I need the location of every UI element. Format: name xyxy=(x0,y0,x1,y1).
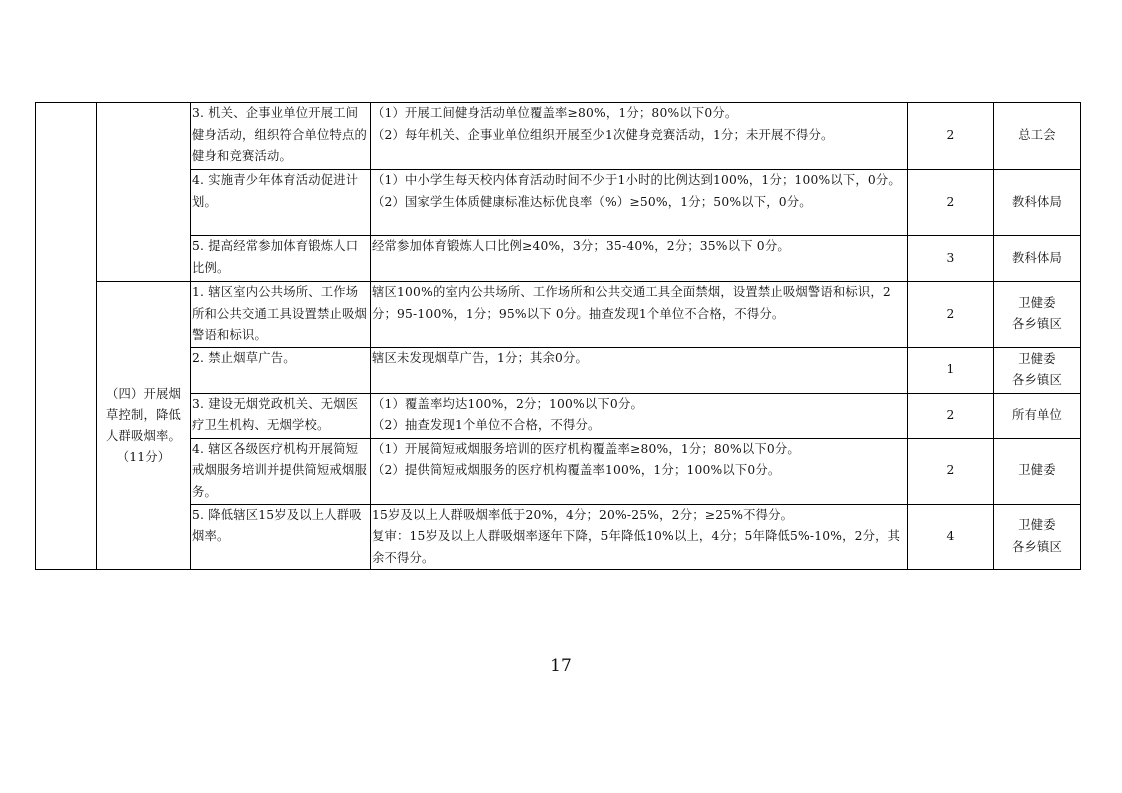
item-cell: 2. 禁止烟草广告。 xyxy=(191,347,371,393)
dept-line: 卫健委 xyxy=(1018,351,1056,366)
dept-line: 教科体局 xyxy=(1012,250,1062,265)
table-row xyxy=(36,170,1081,236)
score-cell: 2 xyxy=(908,170,994,236)
criteria-line: 复审：15岁及以上人群吸烟率逐年下降，5年降低10%以上，4分；5年降低5%-10%，2分，其余不得分。 xyxy=(372,529,901,565)
item-cell: 5. 提高经常参加体育锻炼人口比例。 xyxy=(191,236,371,282)
table-row xyxy=(36,504,1081,570)
criteria-cell xyxy=(371,236,908,282)
score-cell: 2 xyxy=(908,103,994,170)
dept-cell xyxy=(994,236,1081,282)
score-cell: 2 xyxy=(908,393,994,438)
item-cell: 3. 建设无烟党政机关、无烟医疗卫生机构、无烟学校。 xyxy=(191,393,371,438)
dept-cell xyxy=(994,504,1081,570)
dept-line: 各乡镇区 xyxy=(1012,373,1062,387)
dept-line: 教科体局 xyxy=(1012,194,1062,209)
score-cell: 3 xyxy=(908,236,994,282)
criteria-line: （2）国家学生体质健康标准达标优良率（%）≥50%，1分；50%以下，0分。 xyxy=(372,194,812,209)
dept-cell xyxy=(994,282,1081,348)
dept-line: 总工会 xyxy=(1018,128,1056,143)
score-cell: 1 xyxy=(908,347,994,393)
category-cell xyxy=(97,103,191,282)
criteria-line: （2）每年机关、企事业单位组织开展至少1次健身竞赛活动，1分；未开展不得分。 xyxy=(372,127,834,142)
criteria-line: 辖区100%的室内公共场所、工作场所和公共交通工具全面禁烟，设置禁止吸烟警语和标识，2分；95-100%，1分；95%以下 0分。抽查发现1个单位不合格，不得分。 xyxy=(372,285,891,321)
criteria-line: （1）中小学生每天校内体育活动时间不少于1小时的比例达到100%，1分；100%以下，0分。 xyxy=(372,173,901,187)
criteria-line: 15岁及以上人群吸烟率低于20%，4分；20%-25%，2分；≥25%不得分。 xyxy=(372,507,794,522)
criteria-cell xyxy=(371,103,908,170)
dept-line: 所有单位 xyxy=(1012,407,1062,422)
page-number: 17 xyxy=(550,656,572,676)
criteria-line: （2）抽查发现1个单位不合格，不得分。 xyxy=(372,418,601,432)
score-cell: 2 xyxy=(908,438,994,504)
criteria-line: 经常参加体育锻炼人口比例≥40%，3分；35-40%，2分；35%以下 0分。 xyxy=(372,239,790,253)
table-row xyxy=(36,282,1081,348)
criteria-cell xyxy=(371,393,908,438)
criteria-line: （1）开展工间健身活动单位覆盖率≥80%，1分；80%以下0分。 xyxy=(372,106,738,120)
table-row xyxy=(36,438,1081,504)
item-cell: 5. 降低辖区15岁及以上人群吸烟率。 xyxy=(191,504,371,570)
dept-cell xyxy=(994,347,1081,393)
dept-line: 卫健委 xyxy=(1018,518,1056,533)
criteria-cell xyxy=(371,504,908,570)
item-cell: 4. 实施青少年体育活动促进计划。 xyxy=(191,170,371,236)
dept-cell xyxy=(994,170,1081,236)
item-cell: 3. 机关、企事业单位开展工间健身活动，组织符合单位特点的健身和竞赛活动。 xyxy=(191,103,371,170)
section-cell xyxy=(36,103,97,570)
dept-cell xyxy=(994,438,1081,504)
criteria-cell xyxy=(371,347,908,393)
score-cell: 2 xyxy=(908,282,994,348)
dept-cell xyxy=(994,393,1081,438)
dept-line: 各乡镇区 xyxy=(1012,539,1062,554)
table-row xyxy=(36,393,1081,438)
criteria-line: 辖区未发现烟草广告，1分；其余0分。 xyxy=(372,350,588,365)
score-cell: 4 xyxy=(908,504,994,570)
category-cell: （四）开展烟草控制，降低人群吸烟率。（11分） xyxy=(97,282,191,570)
dept-line: 卫健委 xyxy=(1018,463,1056,478)
criteria-line: （1）覆盖率均达100%，2分；100%以下0分。 xyxy=(372,396,643,411)
criteria-cell xyxy=(371,170,908,236)
criteria-cell xyxy=(371,438,908,504)
dept-cell xyxy=(994,103,1081,170)
dept-line: 卫健委 xyxy=(1018,295,1056,310)
criteria-line: （1）开展简短戒烟服务培训的医疗机构覆盖率≥80%，1分；80%以下0分。 xyxy=(372,441,800,456)
table-row xyxy=(36,103,1081,170)
criteria-line: （2）提供简短戒烟服务的医疗机构覆盖率100%，1分；100%以下0分。 xyxy=(372,463,781,477)
assessment-table xyxy=(35,102,1081,570)
criteria-cell xyxy=(371,282,908,348)
item-cell: 4. 辖区各级医疗机构开展简短戒烟服务培训并提供简短戒烟服务。 xyxy=(191,438,371,504)
item-cell: 1. 辖区室内公共场所、工作场所和公共交通工具设置禁止吸烟警语和标识。 xyxy=(191,282,371,348)
table-row xyxy=(36,236,1081,282)
table-row xyxy=(36,347,1081,393)
dept-line: 各乡镇区 xyxy=(1012,317,1062,332)
